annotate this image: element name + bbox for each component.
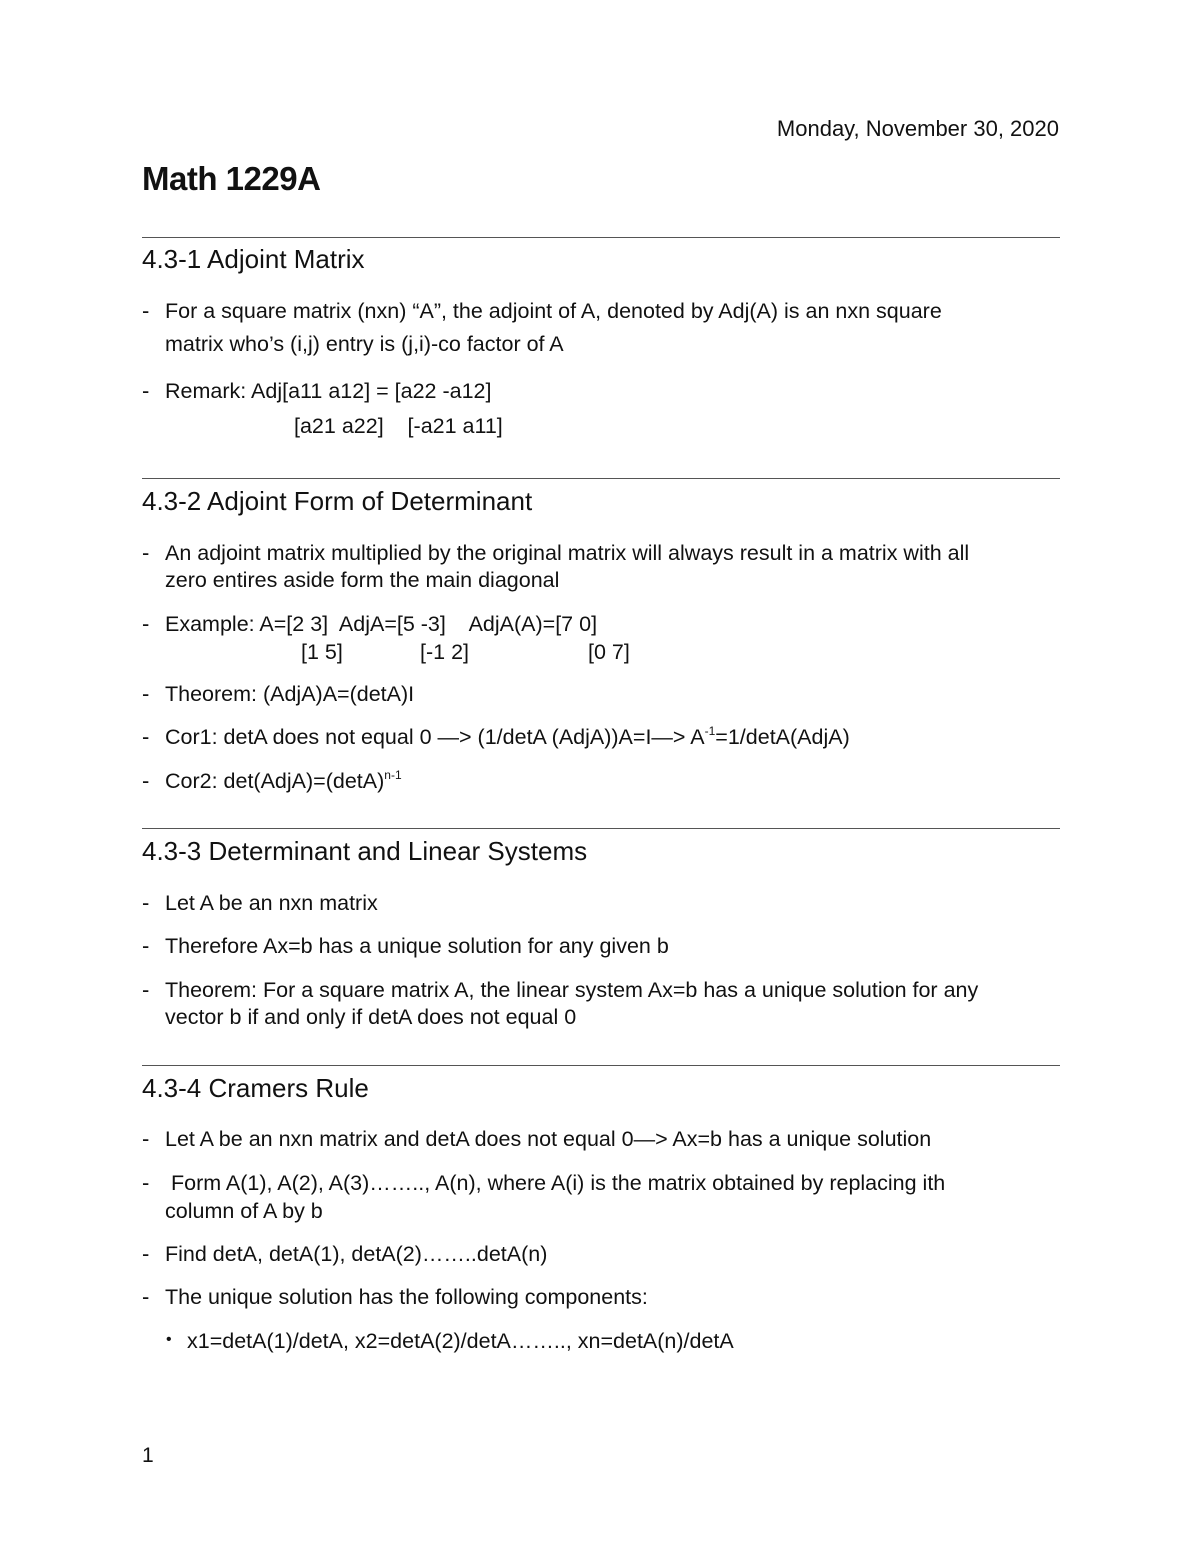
matrix-row: [-1 2] xyxy=(420,640,469,664)
sub-list-item-text: x1=detA(1)/detA, x2=detA(2)/detA…….., xn=detA(n)/detA xyxy=(187,1329,734,1353)
list-item-text: vector b if and only if detA does not equal 0 xyxy=(165,1005,577,1029)
list-dash: - xyxy=(142,611,150,636)
list-item-text xyxy=(165,767,402,795)
list-item-text xyxy=(165,723,850,751)
list-item-text: Form A(1), A(2), A(3)…….., A(n), where A(i) is the matrix obtained by replacing ith xyxy=(165,1171,946,1195)
list-dash: - xyxy=(142,933,150,958)
equation-text: Cor1: detA does not equal 0 —> (1/detA (AdjA))A=I—> A xyxy=(165,725,705,749)
list-item-text: Therefore Ax=b has a unique solution for any given b xyxy=(165,934,669,958)
section-divider xyxy=(142,478,1060,479)
list-item-text: Theorem: For a square matrix A, the linear system Ax=b has a unique solution for any xyxy=(165,978,979,1002)
list-dash: - xyxy=(142,1241,150,1266)
document-title: Math 1229A xyxy=(142,160,321,197)
list-item-text: An adjoint matrix multiplied by the original matrix will always result in a matrix with all xyxy=(165,541,970,565)
list-dash: - xyxy=(142,1284,150,1309)
matrix-row: [a21 a22] [-a21 a11] xyxy=(294,414,503,438)
list-dash: - xyxy=(142,1170,150,1195)
exponent: n-1 xyxy=(384,768,402,782)
list-item-text: Let A be an nxn matrix and detA does not equal 0—> Ax=b has a unique solution xyxy=(165,1127,932,1151)
list-item-text: Find detA, detA(1), detA(2)……..detA(n) xyxy=(165,1242,548,1266)
list-item-text: For a square matrix (nxn) “A”, the adjoint of A, denoted by Adj(A) is an nxn square xyxy=(165,299,942,323)
list-item-text: column of A by b xyxy=(165,1199,323,1223)
list-item-text: Let A be an nxn matrix xyxy=(165,891,378,915)
list-dash: - xyxy=(142,1126,150,1151)
document-date: Monday, November 30, 2020 xyxy=(776,116,1059,141)
list-dash: - xyxy=(142,977,150,1002)
list-item-text: The unique solution has the following components: xyxy=(165,1285,648,1309)
list-dash: - xyxy=(142,890,150,915)
list-item-text: matrix who’s (i,j) entry is (j,i)-co factor of A xyxy=(165,332,564,356)
section-divider xyxy=(142,828,1060,829)
section-heading-adjoint-matrix: 4.3-1 Adjoint Matrix xyxy=(142,244,365,274)
exponent: -1 xyxy=(704,724,716,738)
list-item-text: Remark: Adj[a11 a12] = [a22 -a12] xyxy=(165,379,492,403)
list-item-text: zero entires aside form the main diagonal xyxy=(165,568,560,592)
matrix-row: [0 7] xyxy=(588,640,630,664)
sub-bullet: • xyxy=(166,1331,172,1348)
matrix-row: [1 5] xyxy=(301,640,343,664)
section-divider xyxy=(142,1065,1060,1066)
list-dash: - xyxy=(142,378,150,403)
page-number: 1 xyxy=(142,1444,154,1467)
list-dash: - xyxy=(142,540,150,565)
list-dash: - xyxy=(142,768,150,793)
section-heading-adjoint-form: 4.3-2 Adjoint Form of Determinant xyxy=(142,486,533,516)
list-dash: - xyxy=(142,724,150,749)
list-dash: - xyxy=(142,681,150,706)
equation-text: Cor2: det(AdjA)=(detA) xyxy=(165,769,385,793)
section-divider xyxy=(142,237,1060,238)
list-dash: - xyxy=(142,298,150,323)
list-item-text: Theorem: (AdjA)A=(detA)I xyxy=(165,682,415,706)
list-item-text: Example: A=[2 3] AdjA=[5 -3] AdjA(A)=[7 0] xyxy=(165,612,598,636)
equation-text: =1/detA(AdjA) xyxy=(715,725,850,749)
section-heading-linear-systems: 4.3-3 Determinant and Linear Systems xyxy=(142,836,588,866)
section-heading-cramers-rule: 4.3-4 Cramers Rule xyxy=(142,1073,369,1103)
